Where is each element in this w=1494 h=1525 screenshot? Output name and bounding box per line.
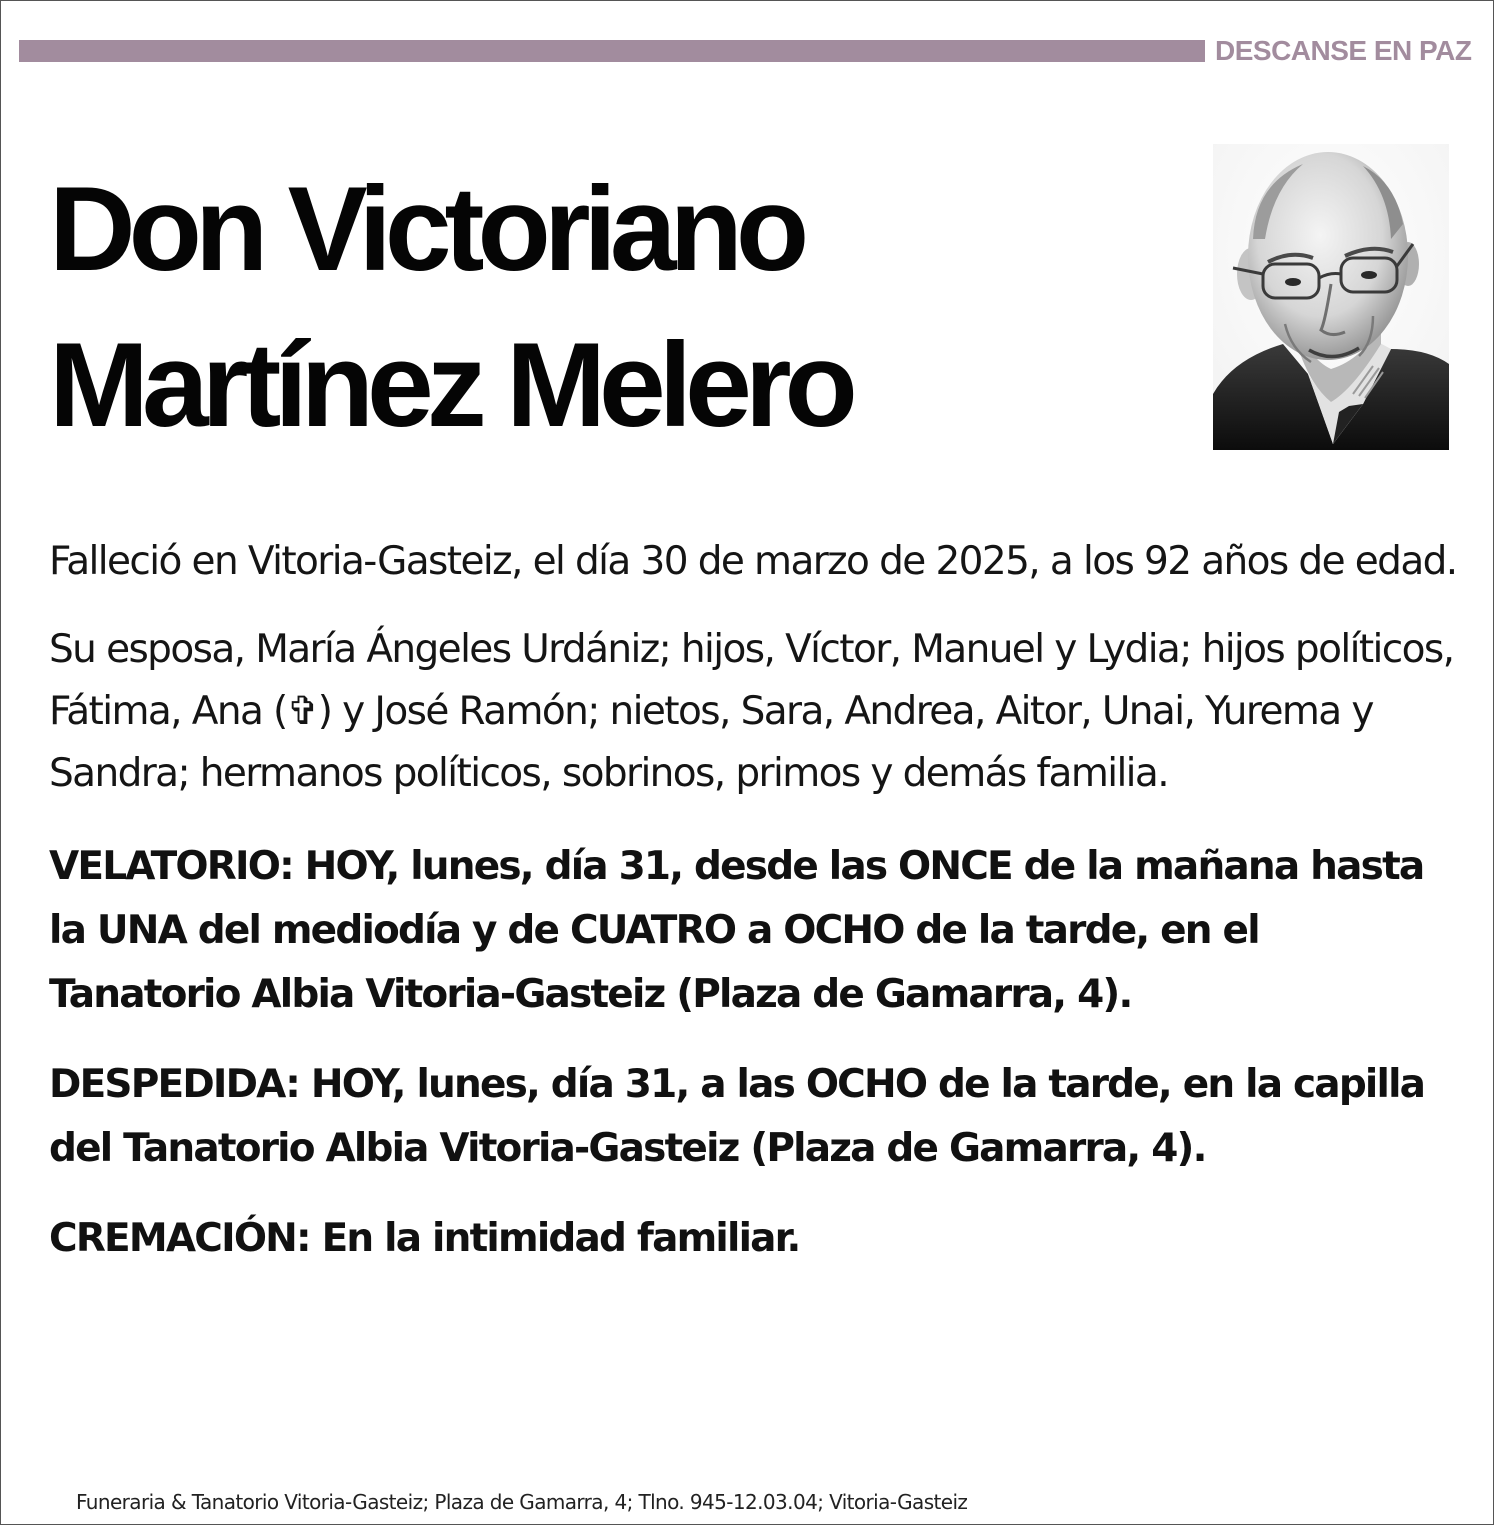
section-label: DESCANSE EN PAZ	[1215, 35, 1472, 66]
family-members: Su esposa, María Ángeles Urdániz; hijos, Víctor, Manuel y Lydia; hijos políticos, Fátima, Ana (✞) y José Ramón; nietos, Sara, Andrea, Aitor, Unai, Yurema y Sandra; hermanos políticos, sobrinos, primos y demás familia.	[49, 627, 1454, 796]
funeral-home-footer: Funeraria & Tanatorio Vitoria-Gasteiz; Plaza de Gamarra, 4; Tlno. 945-12.03.04; Vitoria-Gasteiz	[76, 1490, 968, 1514]
despedida-info: DESPEDIDA: HOY, lunes, día 31, a las OCHO de la tarde, en la capilla del Tanatorio Albia Vitoria-Gasteiz (Plaza de Gamarra, 4).	[49, 1062, 1425, 1171]
header-bar	[19, 40, 1205, 62]
deceased-name	[49, 151, 1179, 463]
death-announcement: Falleció en Vitoria-Gasteiz, el día 30 de marzo de 2025, a los 92 años de edad.	[49, 539, 1457, 584]
cremacion-info: CREMACIÓN: En la intimidad familiar.	[49, 1216, 800, 1261]
portrait-photo	[1213, 144, 1449, 450]
notice-body	[49, 531, 1459, 1297]
velatorio-info: VELATORIO: HOY, lunes, día 31, desde las ONCE de la mañana hasta la UNA del mediodía y de CUATRO a OCHO de la tarde, en el Tanatorio Albia Vitoria-Gasteiz (Plaza de Gamarra, 4).	[49, 844, 1424, 1017]
name-line-1: Don Victoriano	[49, 162, 803, 296]
name-line-2: Martínez Melero	[49, 318, 851, 452]
